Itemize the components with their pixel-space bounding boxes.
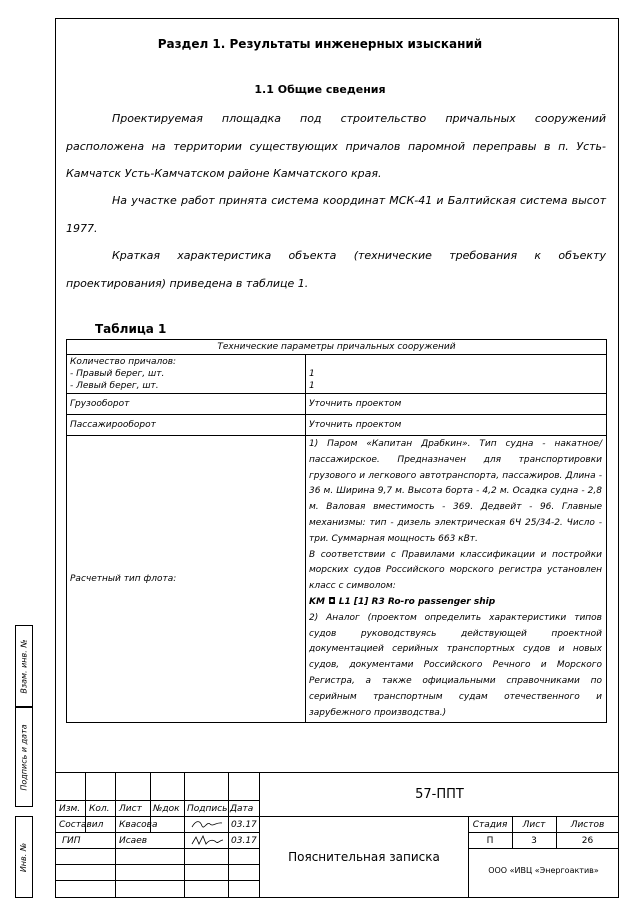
table-cell-value: 1 1 <box>306 355 607 394</box>
subsection-title: 1.1 Общие сведения <box>254 83 386 96</box>
table-caption: Таблица 1 <box>95 322 167 336</box>
stamp-name-compiler: Квасова <box>119 820 158 830</box>
document-code: 57-ППТ <box>415 787 464 802</box>
stamp-col-qty: Кол. <box>89 804 110 814</box>
side-label-replace: Взам. инв. № <box>19 638 29 694</box>
organization-name: ООО «ИВЦ «Энергоактив» <box>488 866 599 875</box>
table-cell-value: Уточнить проектом <box>306 415 607 436</box>
class-symbol: KM ◘ L1 [1] R3 Ro-ro passenger ship <box>309 596 496 607</box>
table-row-fleet <box>67 436 607 723</box>
sheet-value: 3 <box>531 836 537 846</box>
parameters-table <box>66 339 607 723</box>
paragraph-characteristics: Краткая характеристика объекта (технические требования к объекту проектирования) приведена в таблице 1. <box>66 249 606 290</box>
section-title: Раздел 1. Результаты инженерных изысканий <box>157 37 483 51</box>
sheets-value: 26 <box>581 836 594 846</box>
stamp-role-chief: ГИП <box>62 836 81 846</box>
paragraph-site: Проектируемая площадка под строительство причальных сооружений расположена на территории существующих причалов паромной переправы в п. Усть-Камчатск Усть-Камчатском районе Камчатского края. <box>66 112 606 180</box>
sheet-label: Лист <box>522 820 546 830</box>
fleet-description: 1) Паром «Капитан Драбкин». Тип судна - накатное/пассажирское. Предназначен для транспортировки грузового и легкового автотранспорта, пассажиров. Длина - 36 м. Ширина 9,7 м. Высота борта - 4,2 м. Осадка судна - 2,8 м. Валовая вместимость - 369. Дедвейт - 96. Главные механизмы: тип - дизель электрическая 6Ч 25/34-2. Число - три. Суммарная мощность 663 кВт. В соответствии с Правилами классификации и постройки морских судов Российского морского регистра установлен класс с символом: KM ◘ L1 [1] R3 Ro-ro passenger ship 2) Аналог (проектом определить характеристики типов судов руководствуясь действующей проектной документацией серийных транспортных судов и новых судов, документами Российского Речного и Морского Регистра, а также официальными справочниками по серийным транспортным судам отечественного и зарубежного производства.) <box>306 436 607 723</box>
side-label-signature: Подпись и дата <box>19 723 29 791</box>
stamp-col-sheet: Лист <box>119 804 142 814</box>
table-row <box>67 394 607 415</box>
stamp-date-compiler: 03.17 <box>231 820 257 830</box>
stamp-role-compiler: Составил <box>59 820 104 830</box>
stamp-col-date: Дата <box>230 804 254 814</box>
table-header-row <box>67 340 607 355</box>
stamp-date-chief: 03.17 <box>231 836 257 846</box>
document-name: Пояснительная записка <box>288 850 440 864</box>
table-row <box>67 355 607 394</box>
stage-value: П <box>486 836 494 846</box>
table-header: Технические параметры причальных сооружений <box>67 340 607 355</box>
signature-chief <box>190 834 224 847</box>
table-row <box>67 415 607 436</box>
side-label-inventory: Инв. № <box>19 842 29 872</box>
table-cell-value: Уточнить проектом <box>306 394 607 415</box>
paragraph-coordinates: На участке работ принята система координат МСК-41 и Балтийская система высот 1977. <box>66 194 606 235</box>
stage-label: Стадия <box>472 820 508 830</box>
stamp-col-docnum: №док <box>153 804 180 814</box>
stamp-col-signature: Подпись <box>187 804 228 814</box>
table-cell-label: Пассажирооборот <box>67 415 306 436</box>
sheets-label: Листов <box>570 820 605 830</box>
table-cell-label: Грузооборот <box>67 394 306 415</box>
table-cell-label: Расчетный тип флота: <box>67 436 306 723</box>
stamp-name-chief: Исаев <box>119 836 148 846</box>
table-cell-label: Количество причалов: - Правый берег, шт. - Левый берег, шт. <box>67 355 306 394</box>
signature-compiler <box>190 818 224 831</box>
stamp-col-change: Изм. <box>59 804 81 814</box>
